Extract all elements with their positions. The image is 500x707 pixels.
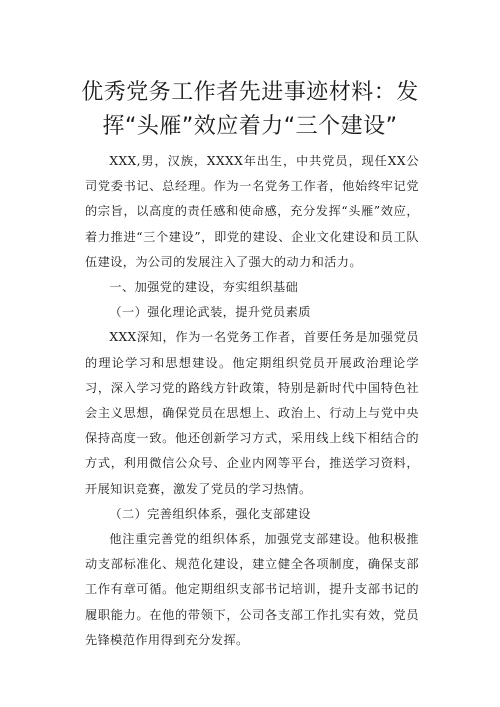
document-title: 优秀党务工作者先进事迹材料：发挥“头雁”效应着力“三个建设”: [81, 80, 419, 139]
subsection-paragraph: 他注重完善党的组织体系，加强党支部建设。他积极推动支部标准化、规范化建设，建立健全各项制度，确保支部工作有章可循。他定期组织支部书记培训，提升支部书记的履职能力。在他的带领下，公司各支部工作扎实有效，党员先锋模范作用得到充分发挥。: [85, 532, 419, 647]
subsection-paragraph: XXX深知，作为一名党务工作者，首要任务是加强党员的理论学习和思想建设。他定期组织党员开展政治理论学习，深入学习党的路线方针政策，特别是新时代中国特色社会主义思想，确保党员在思想上、政治上、行动上与党中央保持高度一致。他还创新学习方式，采用线上线下相结合的方式，利用微信公众号、企业内网等平台，推送学习资料，开展知识竞赛，激发了党员的学习热情。: [85, 330, 419, 496]
subsection-heading: （一）强化理论武装，提升党员素质: [109, 305, 311, 320]
intro-paragraph: XXX,男，汉族，XXXX年出生，中共党员，现任XX公司党委书记、总经理。作为一名党务工作者，他始终牢记党的宗旨，以高度的责任感和使命感，充分发挥“头雁”效应，着力推进“三个建设”，即党的建设、企业文化建设和员工队伍建设，为公司的发展注入了强大的动力和活力。: [85, 154, 419, 269]
subsection-heading: （二）完善组织体系，强化支部建设: [109, 506, 311, 521]
document-body: [85, 149, 419, 653]
section-heading: 一、加强党的建设，夯实组织基础: [109, 280, 299, 295]
